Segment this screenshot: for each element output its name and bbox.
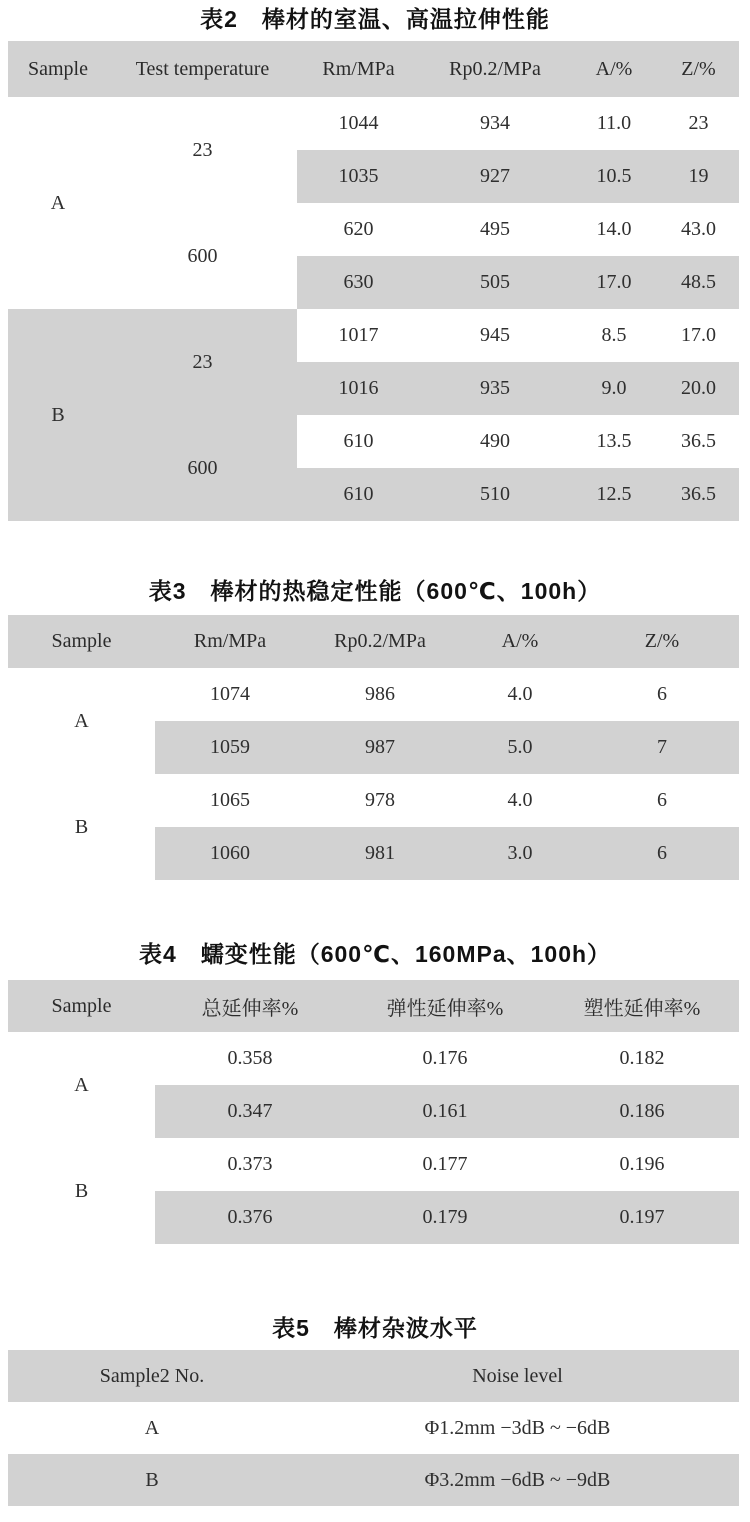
table2-data-cell: 17.0 [681,324,716,346]
table5-noise-level [8,1350,739,1506]
table3-header-rp02: Rp0.2/MPa [305,615,455,668]
table3-sample-b-cell: B [74,815,89,838]
table-row [8,1402,739,1454]
table2-data-cell: 10.5 [570,150,658,203]
table2-data-cell: 934 [480,112,510,134]
table2-data-cell: 935 [420,362,570,415]
table2-header-z: Z/% [658,41,739,97]
table2-title: 表2 棒材的室温、高温拉伸性能 [200,6,550,32]
table2-data-cell: 36.5 [681,430,716,452]
table3-data-cell: 1059 [155,721,305,774]
table4-data-cell: 0.196 [619,1153,665,1175]
table5-sample-cell: B [8,1454,296,1506]
table2-header-a: A/% [570,41,658,97]
table5-sample-cell: A [144,1416,160,1439]
table5-header-noise-level: Noise level [296,1350,739,1402]
table2-data-cell: 1044 [338,112,379,134]
table3-data-cell: 978 [365,789,395,811]
table2-header-test-temperature: Test temperature [108,41,297,97]
table4-data-cell: 0.177 [422,1153,468,1175]
table2-temp-cell: 23 [108,309,297,415]
table5-title: 表5 棒材杂波水平 [272,1315,478,1341]
table2-data-cell: 20.0 [658,362,739,415]
table2-data-cell: 610 [343,430,374,452]
table4-data-cell: 0.179 [345,1191,545,1244]
table2-data-cell: 1016 [297,362,420,415]
table2-data-cell: 610 [297,468,420,521]
table3-data-cell: 5.0 [455,721,585,774]
table2-header-row [8,41,739,97]
table4-header-plastic-elongation: 塑性延伸率% [545,980,739,1032]
table3-data-cell: 987 [305,721,455,774]
table2-data-cell: 620 [343,218,374,240]
table4-data-cell: 0.161 [345,1085,545,1138]
table2-data-cell: 1035 [297,150,420,203]
table2-data-cell: 510 [420,468,570,521]
table3-header-rm: Rm/MPa [155,615,305,668]
table2-header-rp02: Rp0.2/MPa [420,41,570,97]
table2-data-cell: 490 [480,430,510,452]
table2-data-cell: 48.5 [658,256,739,309]
table2-temp-cell: 600 [108,415,297,521]
table2-header-sample: Sample [8,41,108,97]
table3-header-row [8,615,739,668]
table3-header-sample: Sample [8,615,155,668]
table-row [8,774,739,827]
table2-data-cell: 1017 [338,324,379,346]
table4-data-cell: 0.358 [227,1047,273,1069]
table4-header-elastic-elongation: 弹性延伸率% [345,980,545,1032]
table2-tensile-properties [8,41,739,521]
table2-data-cell: 17.0 [570,256,658,309]
table2-data-cell: 13.5 [596,430,632,452]
table2-temp-cell: 23 [192,138,213,161]
table2-data-cell: 505 [420,256,570,309]
table3-title: 表3 棒材的热稳定性能（600℃、100h） [148,578,602,604]
table-row [8,309,739,362]
table2-header-rm: Rm/MPa [297,41,420,97]
table2-data-cell: 11.0 [596,112,632,134]
table3-data-cell: 1074 [210,683,250,705]
table3-data-cell: 981 [305,827,455,880]
table4-data-cell: 0.347 [155,1085,345,1138]
document-page [0,6,750,1522]
table2-data-cell: 43.0 [681,218,716,240]
table4-data-cell: 0.376 [155,1191,345,1244]
table-row [8,97,739,150]
table4-header-total-elongation: 总延伸率% [155,980,345,1032]
table3-data-cell: 1065 [210,789,250,811]
table4-sample-b-cell: B [74,1179,89,1202]
table5-header-sample-no: Sample2 No. [8,1350,296,1402]
table4-header-sample: Sample [8,980,155,1032]
table3-data-cell: 4.0 [507,789,533,811]
table4-creep-properties [8,980,739,1244]
table2-data-cell: 36.5 [658,468,739,521]
table4-data-cell: 0.182 [619,1047,665,1069]
table2-data-cell: 945 [480,324,510,346]
table2-sample-a-cell: A [50,191,66,214]
table-row [8,1032,739,1085]
table4-sample-a-cell: A [74,1073,89,1096]
table2-data-cell: 495 [480,218,510,240]
table2-data-cell: 630 [297,256,420,309]
table3-sample-a-cell: A [74,709,89,732]
table-row [8,415,739,468]
table3-data-cell: 6 [657,683,667,705]
table2-data-cell: 8.5 [601,324,627,346]
table2-data-cell: 12.5 [570,468,658,521]
table4-data-cell: 0.176 [422,1047,468,1069]
table2-data-cell: 14.0 [596,218,632,240]
table4-header-row [8,980,739,1032]
table3-data-cell: 6 [585,827,739,880]
table4-title: 表4 蠕变性能（600℃、160MPa、100h） [138,941,612,967]
table4-data-cell: 0.197 [545,1191,739,1244]
table-row [8,1454,739,1506]
table2-sample-b-cell: B [8,309,108,521]
table-row [8,668,739,721]
table3-header-z: Z/% [585,615,739,668]
table4-data-cell: 0.373 [227,1153,273,1175]
table5-header-row [8,1350,739,1402]
table3-thermal-stability [8,615,739,880]
table3-data-cell: 1060 [155,827,305,880]
table2-data-cell: 19 [658,150,739,203]
table3-header-a: A/% [455,615,585,668]
table2-data-cell: 927 [420,150,570,203]
table4-data-cell: 0.186 [545,1085,739,1138]
table5-noise-cell: Φ3.2mm −6dB ~ −9dB [296,1454,739,1506]
table5-noise-cell: Φ1.2mm −3dB ~ −6dB [424,1416,611,1439]
table-row [8,1138,739,1191]
table3-data-cell: 986 [365,683,395,705]
table3-data-cell: 7 [585,721,739,774]
table2-data-cell: 9.0 [570,362,658,415]
table2-temp-cell: 600 [187,244,218,267]
table-row [8,203,739,256]
table3-data-cell: 6 [657,789,667,811]
table3-data-cell: 3.0 [455,827,585,880]
table3-data-cell: 4.0 [507,683,533,705]
table2-data-cell: 23 [688,112,709,134]
